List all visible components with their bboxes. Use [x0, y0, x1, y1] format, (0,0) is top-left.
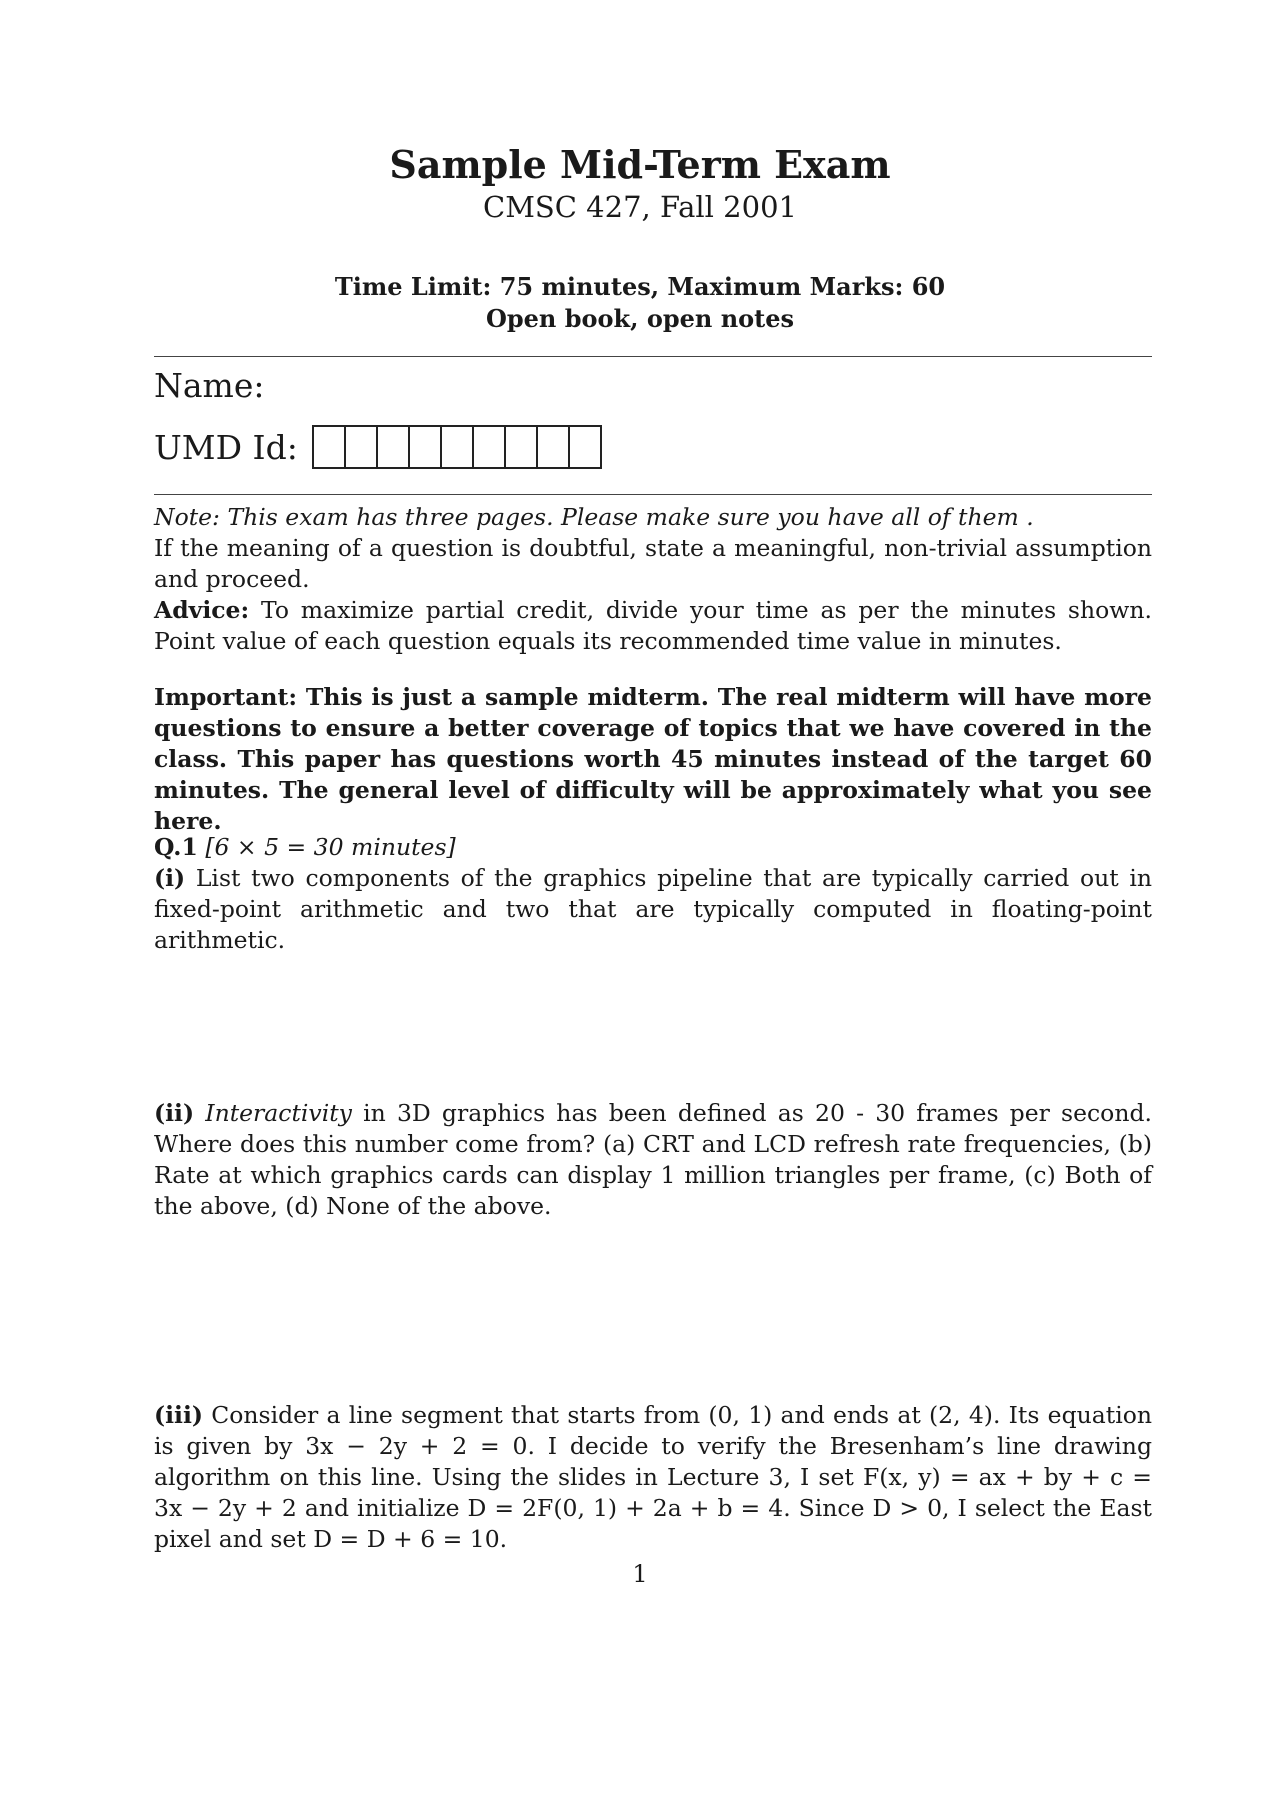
- q1-label: Q.1: [154, 833, 198, 861]
- course-subtitle: CMSC 427, Fall 2001: [483, 190, 797, 224]
- q1-marks: [6 × 5 = 30 minutes]: [205, 833, 456, 861]
- id-digit-box[interactable]: [538, 427, 570, 467]
- question-1: [154, 832, 1152, 956]
- q1-part-ii: [154, 1098, 1152, 1222]
- q1-part-i: [154, 863, 1152, 956]
- umd-id-boxes[interactable]: [312, 425, 602, 469]
- id-digit-box[interactable]: [410, 427, 442, 467]
- instructions-block: [154, 502, 1152, 657]
- umd-id-label: UMD Id:: [154, 427, 298, 467]
- q1-part-iii: [154, 1400, 1152, 1555]
- note-line: Note: This exam has three pages. Please make sure you have all of them .: [154, 503, 1034, 531]
- part-ii-label: (ii): [154, 1099, 195, 1127]
- part-ii-term: Interactivity: [205, 1099, 352, 1127]
- bottom-divider: [154, 494, 1152, 495]
- id-digit-box[interactable]: [314, 427, 346, 467]
- advice-paragraph: [154, 595, 1152, 657]
- part-iii-label: (iii): [154, 1401, 204, 1429]
- part-iii-text: Consider a line segment that starts from (0, 1) and ends at (2, 4). Its equation is given by 3x − 2y + 2 = 0. I decide to verify the Bresenham’s line drawing algorithm on this line. Using the slides in Lecture 3, I set F(x, y) = ax + by + c = 3x − 2y + 2 and initialize D = 2F(0, 1) + 2a + b = 4. Since D > 0, I select the East pixel and set D = D + 6 = 10.: [154, 1401, 1152, 1553]
- id-digit-box[interactable]: [346, 427, 378, 467]
- name-label: Name:: [154, 366, 265, 405]
- part-i-label: (i): [154, 864, 186, 892]
- id-digit-box[interactable]: [378, 427, 410, 467]
- advice-label: Advice:: [154, 596, 250, 624]
- page-number: 1: [632, 1560, 648, 1588]
- part-ii-text: in 3D graphics has been defined as 20 - 30 frames per second. Where does this number come from? (a) CRT and LCD refresh rate frequencies, (b) Rate at which graphics cards can display 1 million triangles per frame, (c) Both of the above, (d) None of the above.: [154, 1099, 1152, 1220]
- id-digit-box[interactable]: [570, 427, 600, 467]
- id-digit-box[interactable]: [474, 427, 506, 467]
- top-divider: [154, 356, 1152, 357]
- exam-rules-line: Open book, open notes: [485, 304, 795, 333]
- exam-title: Sample Mid-Term Exam: [389, 142, 891, 187]
- id-digit-box[interactable]: [442, 427, 474, 467]
- part-i-text: List two components of the graphics pipeline that are typically carried out in fixed-point arithmetic and two that are typically computed in floating-point arithmetic.: [154, 864, 1152, 954]
- assumption-text: If the meaning of a question is doubtful, state a meaningful, non-trivial assumption and proceed.: [154, 534, 1152, 593]
- id-digit-box[interactable]: [506, 427, 538, 467]
- important-notice: Important: This is just a sample midterm. The real midterm will have more questions to ensure a better coverage of topics that we have covered in the class. This paper has questions worth 45 minutes instead of the target 60 minutes. The general level of difficulty will be approximately what you see here.: [154, 683, 1152, 835]
- advice-text: To maximize partial credit, divide your time as per the minutes shown. Point value of each question equals its recommended time value in minutes.: [154, 596, 1152, 655]
- time-limit-line: Time Limit: 75 minutes, Maximum Marks: 60: [334, 272, 946, 301]
- q1-header: [154, 832, 1152, 863]
- umd-id-row: [154, 424, 602, 470]
